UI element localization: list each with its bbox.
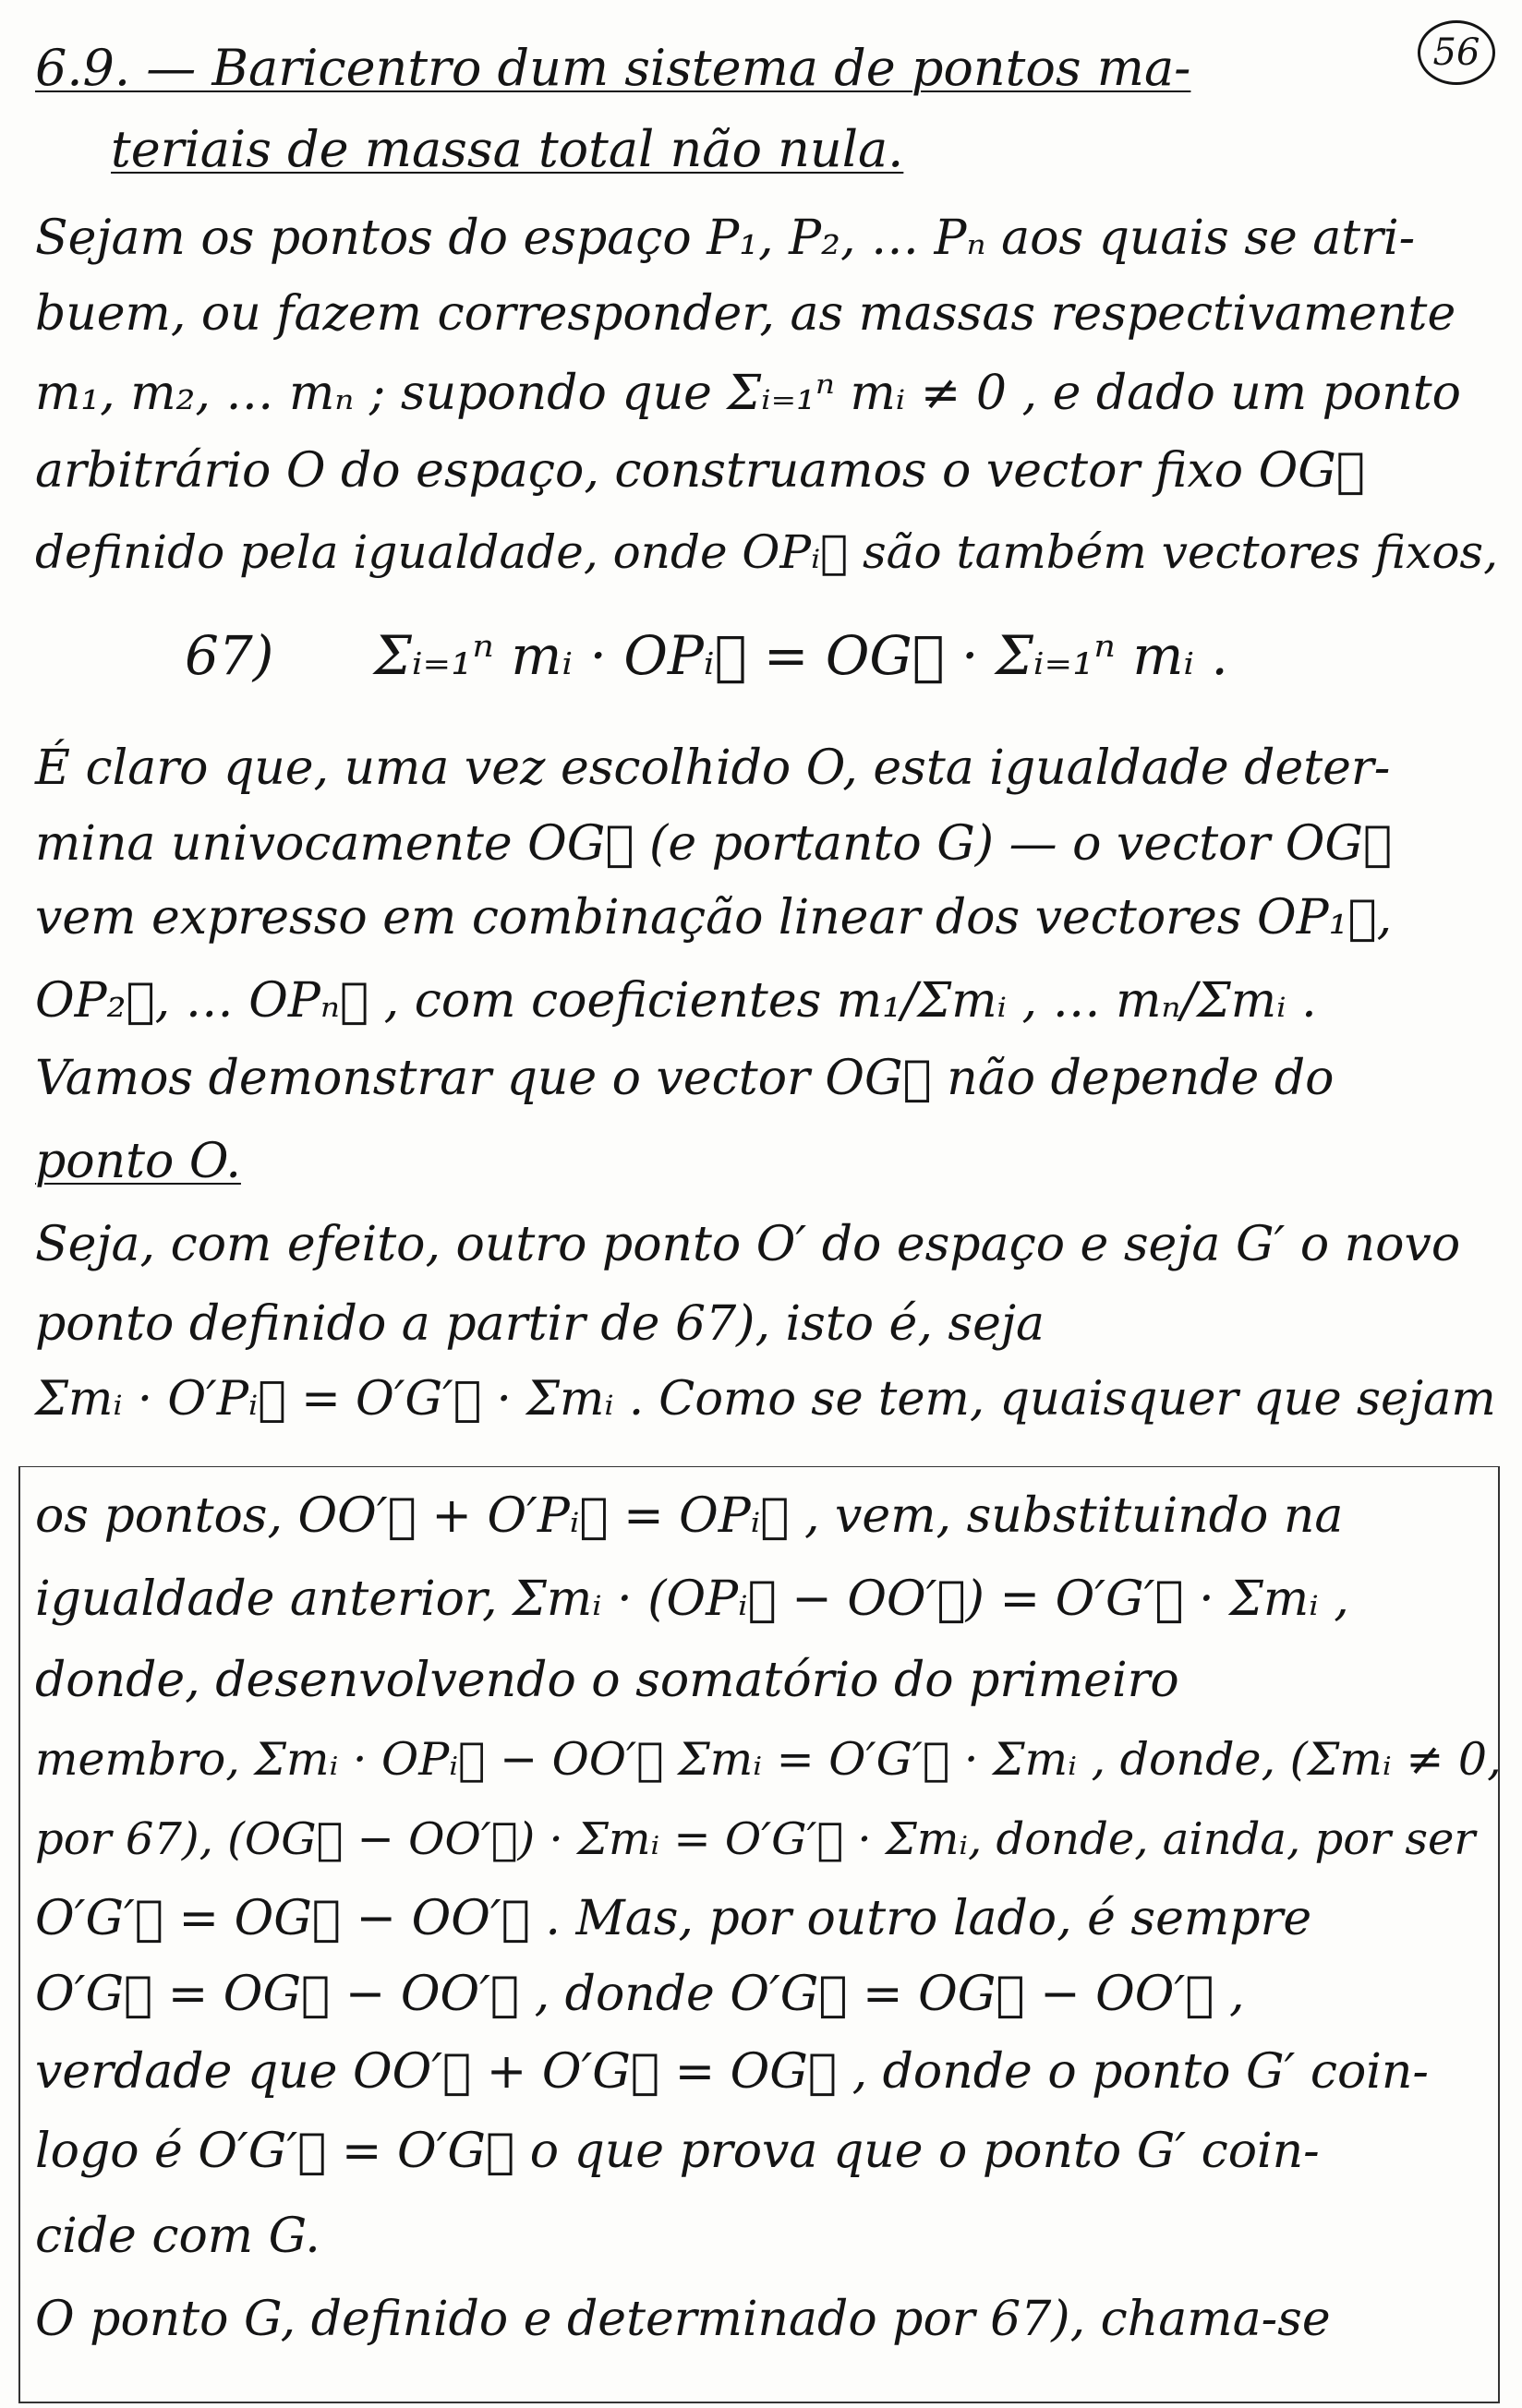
paragraph-2-line-2: mina univocamente OG⃗ (e portanto G) — o vector OG⃗ <box>35 816 1393 872</box>
paragraph-2-line-1: É claro que, uma vez escolhido O, esta igualdade deter- <box>35 740 1391 796</box>
paragraph-3-line-3: Σmᵢ · O′Pᵢ⃗ = O′G′⃗ · Σmᵢ . Como se tem, quaisquer que sejam <box>35 1372 1496 1427</box>
paragraph-5-line-1: O ponto G, definido e determinado por 67), chama-se <box>35 2292 1331 2347</box>
equation-67 <box>185 619 1228 692</box>
paragraph-4-line-1: os pontos, OO′⃗ + O′Pᵢ⃗ = OPᵢ⃗ , vem, substituindo na <box>35 1488 1344 1544</box>
paragraph-4-line-10: cide com G. <box>35 2209 320 2264</box>
equation-body: Σᵢ₌₁ⁿ mᵢ · OPᵢ⃗ = OG⃗ · Σᵢ₌₁ⁿ mᵢ . <box>373 624 1228 687</box>
paragraph-1-line-2: buem, ou fazem corresponder, as massas respectivamente <box>35 286 1456 342</box>
page-number-badge: 56 <box>1418 20 1495 85</box>
paragraph-4-line-3: donde, desenvolvendo o somatório do primeiro <box>35 1653 1179 1708</box>
paragraph-3-line-1: Seja, com efeito, outro ponto O′ do espaço e seja G′ o novo <box>35 1217 1461 1272</box>
equation-number: 67) <box>185 624 274 687</box>
paragraph-4-line-2: igualdade anterior, Σmᵢ · (OPᵢ⃗ − OO′⃗) = O′G′⃗ · Σmᵢ , <box>35 1571 1349 1627</box>
section-title-line-2: teriais de massa total não nula. <box>111 120 904 178</box>
paragraph-4-line-7: O′G⃗ = OG⃗ − OO′⃗ , donde O′G⃗ = OG⃗ − OO′⃗ , <box>35 1967 1245 2022</box>
paragraph-3-line-2: ponto definido a partir de 67), isto é, seja <box>35 1296 1045 1352</box>
paragraph-4-line-9: logo é O′G′⃗ = O′G⃗ o que prova que o ponto G′ coin- <box>35 2124 1320 2179</box>
paragraph-2-line-6: ponto O. <box>35 1134 241 1189</box>
paragraph-4-line-8: verdade que OO′⃗ + O′G⃗ = OG⃗ , donde o ponto G′ coin- <box>35 2044 1429 2100</box>
paragraph-2-line-5: Vamos demonstrar que o vector OG⃗ não depende do <box>35 1051 1335 1106</box>
paragraph-1-line-1: Sejam os pontos do espaço P₁, P₂, … Pₙ aos quais se atri- <box>35 211 1416 266</box>
section-title-line-1: 6.9. — Baricentro dum sistema de pontos ma- <box>35 39 1191 97</box>
paragraph-4-line-5: por 67), (OG⃗ − OO′⃗) · Σmᵢ = O′G′⃗ · Σmᵢ, donde, ainda, por ser <box>35 1813 1476 1865</box>
paragraph-1-line-5: definido pela igualdade, onde OPᵢ⃗ são também vectores fixos, <box>35 525 1498 579</box>
paragraph-2-line-3: vem expresso em combinação linear dos vectores OP₁⃗, <box>35 890 1393 945</box>
paragraph-4-line-4: membro, Σmᵢ · OPᵢ⃗ − OO′⃗ Σmᵢ = O′G′⃗ · Σmᵢ , donde, (Σmᵢ ≠ 0, <box>35 1733 1502 1786</box>
paragraph-2-line-4: OP₂⃗, … OPₙ⃗ , com coeficientes m₁/Σmᵢ , … mₙ/Σmᵢ . <box>35 973 1317 1029</box>
paragraph-1-line-4: arbitrário O do espaço, construamos o vector fixo OG⃗ <box>35 443 1365 499</box>
paragraph-4-line-6: O′G′⃗ = OG⃗ − OO′⃗ . Mas, por outro lado, é sempre <box>35 1891 1312 1946</box>
paragraph-1-line-3: m₁, m₂, … mₙ ; supondo que Σᵢ₌₁ⁿ mᵢ ≠ 0 , e dado um ponto <box>35 366 1461 421</box>
